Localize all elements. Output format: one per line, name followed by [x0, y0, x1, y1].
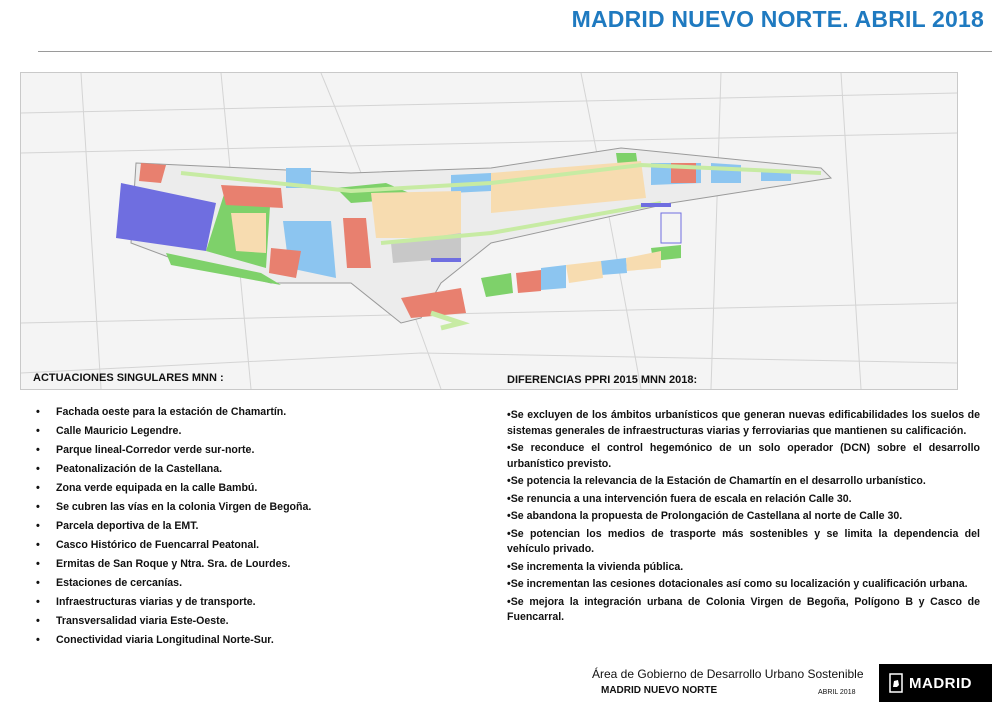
- footer-org: Área de Gobierno de Desarrollo Urbano Sostenible: [592, 667, 864, 681]
- map-zone-beige: [371, 191, 461, 238]
- footer-project: MADRID NUEVO NORTE: [601, 685, 718, 696]
- footer-date: ABRIL 2018: [818, 689, 856, 696]
- list-item: • Ermitas de San Roque y Ntra. Sra. de Lourdes.: [36, 557, 326, 571]
- list-item: •Se renuncia a una intervención fuera de escala en relación Calle 30.: [507, 492, 852, 505]
- map-label-diferencias: DIFERENCIAS PPRI 2015 MNN 2018:: [507, 374, 698, 386]
- bear-icon: [889, 673, 903, 693]
- list-item: • Parcela deportiva de la EMT.: [36, 519, 326, 533]
- diferencias-list: [507, 408, 980, 628]
- list-item: •Se potencia la relevancia de la Estación de Chamartín en el desarrollo urbanístico.: [507, 475, 926, 487]
- masterplan-map: [20, 72, 958, 390]
- list-item: •Se reconduce el control hegemónico de un solo operador (DCN) sobre el desarrollo urbanístico previsto.: [507, 442, 980, 470]
- list-item: • Calle Mauricio Legendre.: [36, 424, 326, 438]
- list-item: • Infraestructuras viarias y de transporte.: [36, 595, 326, 609]
- list-item: • Peatonalización de la Castellana.: [36, 462, 326, 476]
- list-item: •Se mejora la integración urbana de Colonia Virgen de Begoña, Polígono B y Casco de Fuencarral.: [507, 595, 980, 623]
- title-divider: [38, 51, 992, 52]
- list-item: • Casco Histórico de Fuencarral Peatonal.: [36, 538, 326, 552]
- list-item: • Se cubren las vías en la colonia Virgen de Begoña.: [36, 500, 326, 514]
- list-item: •Se potencian los medios de trasporte más sostenibles y se limita la dependencia del vehículo privado.: [507, 527, 980, 555]
- list-item: • Conectividad viaria Longitudinal Norte-Sur.: [36, 633, 326, 647]
- map-label-actuaciones: ACTUACIONES SINGULARES MNN :: [33, 372, 224, 384]
- list-item: • Transversalidad viaria Este-Oeste.: [36, 614, 326, 628]
- list-item: •Se excluyen de los ámbitos urbanísticos que generan nuevas edificabilidades los suelos de sistemas generales de infraestructuras viarias y ferroviarias que mantienen su calificación.: [507, 409, 980, 437]
- list-item: •Se abandona la propuesta de Prolongación de Castellana al norte de Calle 30.: [507, 510, 903, 522]
- map-drawing: [21, 73, 957, 389]
- list-item: • Fachada oeste para la estación de Chamartín.: [36, 405, 326, 419]
- map-zone-red: [221, 185, 283, 208]
- list-item: •Se incrementa la vivienda pública.: [507, 560, 684, 573]
- list-item: • Zona verde equipada en la calle Bambú.: [36, 481, 326, 495]
- actuaciones-list: [36, 405, 326, 652]
- list-item: • Parque lineal-Corredor verde sur-norte.: [36, 443, 326, 457]
- list-item: • Estaciones de cercanías.: [36, 576, 326, 590]
- logo-text: MADRID: [909, 674, 972, 692]
- list-item: •Se incrementan las cesiones dotacionales así como su localización y cualificación urbana.: [507, 578, 968, 590]
- madrid-logo: [879, 664, 992, 702]
- page-title: MADRID NUEVO NORTE. ABRIL 2018: [571, 6, 984, 32]
